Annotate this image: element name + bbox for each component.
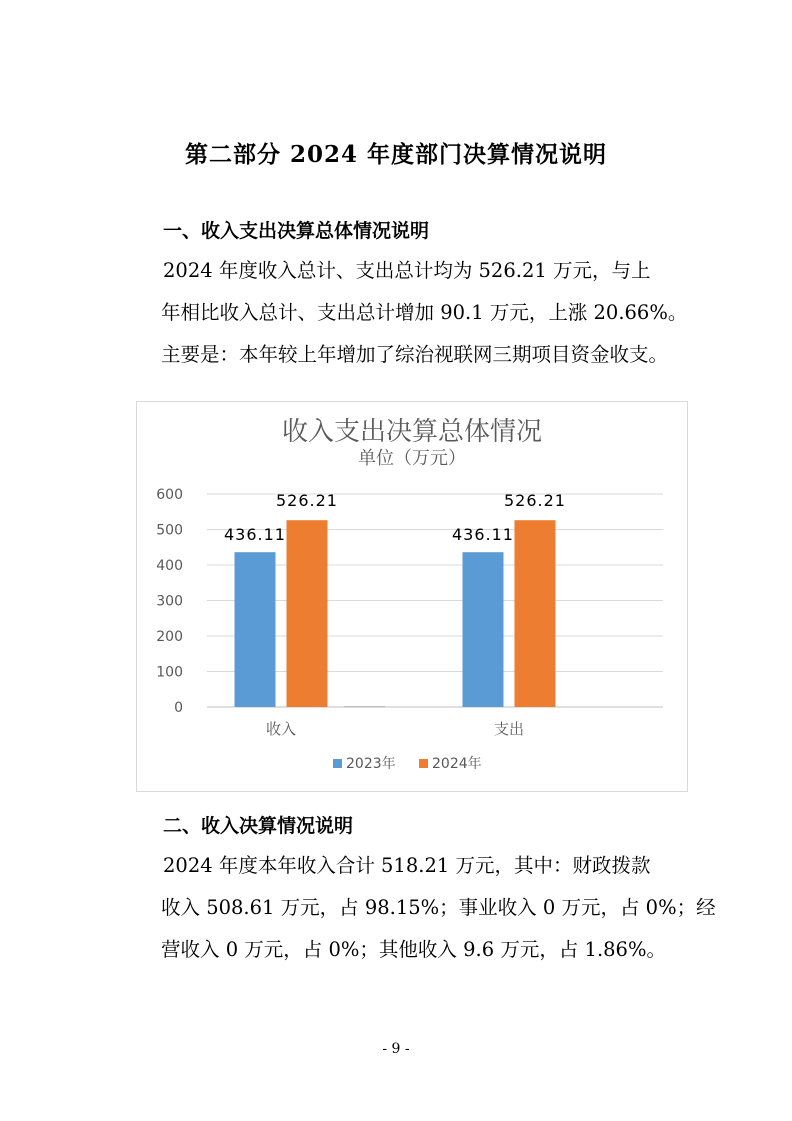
- legend-label: 2024年: [432, 756, 482, 772]
- x-category-label: 收入: [265, 720, 297, 738]
- legend-swatch-1: [419, 759, 428, 768]
- data-label: 436.11: [224, 525, 286, 545]
- paragraph-line: 2024 年度收入总计、支出总计均为 526.21 万元，与上: [163, 259, 651, 282]
- data-label: 436.11: [452, 525, 514, 545]
- bar-2023年-支出: [463, 552, 504, 707]
- section-2-paragraph: [161, 845, 716, 971]
- income-expense-chart: [136, 401, 688, 792]
- bar-2023年-收入: [235, 552, 276, 707]
- paragraph-line: 主要是：本年较上年增加了综治视联网三期项目资金收支。: [161, 343, 669, 366]
- y-tick-label: 400: [156, 558, 183, 574]
- y-tick-label: 100: [156, 664, 183, 681]
- chart-legend: [333, 755, 482, 772]
- y-tick-label: 600: [156, 487, 183, 503]
- chart-subtitle: 单位（万元）: [358, 448, 466, 469]
- section-heading-2: 二、收入决算情况说明: [163, 815, 354, 837]
- chart-title: 收入支出决算总体情况: [281, 417, 543, 447]
- bar-chart-svg: [137, 402, 687, 791]
- section-1-paragraph: [161, 250, 688, 376]
- y-tick-label: 500: [156, 522, 183, 539]
- paragraph-line: 2024 年度本年收入合计 518.21 万元，其中：财政拨款: [163, 854, 651, 877]
- x-category-label: 支出: [493, 720, 525, 738]
- paragraph-line: 年相比收入总计、支出总计增加 90.1 万元，上涨 20.66%。: [161, 301, 688, 324]
- bar-2024年-收入: [287, 520, 328, 707]
- paragraph-line: 收入 508.61 万元，占 98.15%；事业收入 0 万元，占 0%；经: [161, 896, 716, 919]
- legend-swatch-0: [333, 759, 342, 768]
- page-title: 第二部分 2024 年度部门决算情况说明: [184, 141, 608, 168]
- chart-bars: [235, 520, 556, 707]
- chart-x-axis: [266, 720, 524, 738]
- y-tick-label: 200: [156, 629, 183, 645]
- legend-label: 2023年: [346, 756, 396, 772]
- paragraph-line: 营收入 0 万元，占 0%；其他收入 9.6 万元，占 1.86%。: [161, 938, 666, 961]
- section-heading-1: 一、收入支出决算总体情况说明: [163, 220, 430, 242]
- data-label: 526.21: [504, 491, 566, 511]
- y-tick-label: 0: [174, 700, 183, 716]
- page-number: - 9 -: [382, 1041, 410, 1057]
- chart-y-axis: [156, 487, 183, 716]
- bar-stub: [344, 706, 385, 707]
- data-label: 526.21: [276, 491, 338, 511]
- y-tick-label: 300: [156, 593, 183, 610]
- bar-2024年-支出: [515, 520, 556, 707]
